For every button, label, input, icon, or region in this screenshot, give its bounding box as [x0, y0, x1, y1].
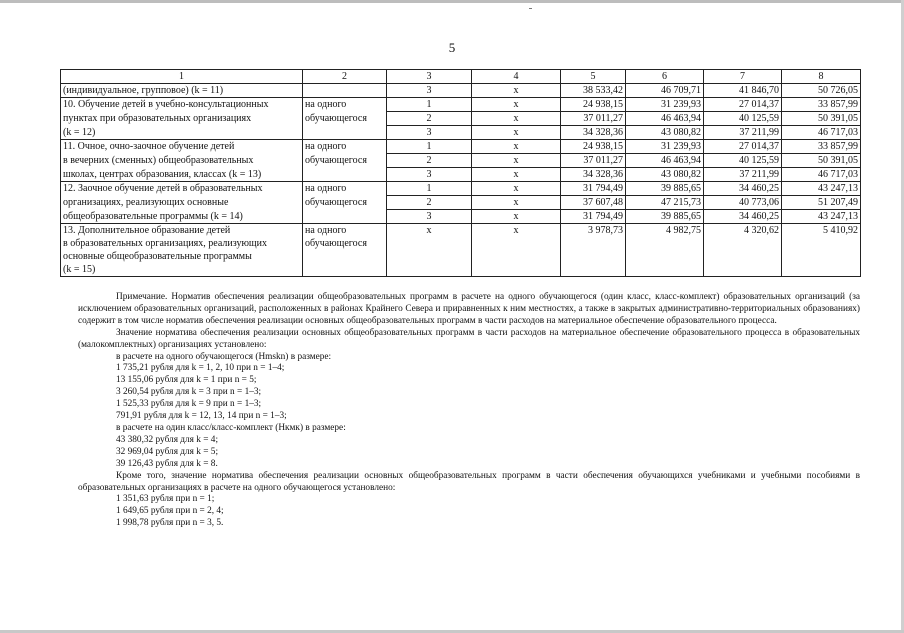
row-unit	[303, 210, 387, 224]
list-item: 1 525,33 рубля для k = 9 при n = 1–3;	[116, 399, 262, 410]
cell-value: 3 978,73	[561, 224, 626, 277]
row-description: (индивидуальное, групповое) (k = 11)	[61, 84, 303, 98]
scan-edge-top	[0, 0, 904, 3]
cell-value: 38 533,42	[561, 84, 626, 98]
cell-x: x	[472, 98, 561, 112]
table-row	[61, 98, 861, 112]
cell-value: 34 460,25	[704, 182, 782, 196]
table-header-row	[61, 70, 861, 84]
cell-value: 33 857,99	[782, 140, 861, 154]
row-description: (k = 12)	[61, 126, 303, 140]
textbooks-paragraph: Кроме того, значение норматива обеспечения реализации основных общеобразовательных программ в части обеспечения обучающихся учебниками и учебными пособиями в образовательных организациях в расчете на одного обучающегося установлено:	[78, 470, 860, 493]
cell-value: 33 857,99	[782, 98, 861, 112]
table-row	[61, 126, 861, 140]
cell-x: x	[472, 140, 561, 154]
row-unit	[303, 224, 387, 277]
col-header: 7	[704, 70, 782, 84]
cell-value: 50 726,05	[782, 84, 861, 98]
per-student-intro: в расчете на одного обучающегося (Hmskn) в размере:	[116, 351, 332, 362]
cell-value: 46 717,03	[782, 126, 861, 140]
cell-value: 37 011,27	[561, 154, 626, 168]
cell-value: 47 215,73	[626, 196, 704, 210]
cell-value: 5 410,92	[782, 224, 861, 277]
cell-value: 40 125,59	[704, 154, 782, 168]
table-row	[61, 168, 861, 182]
cell-n: 1	[387, 98, 472, 112]
col-header: 8	[782, 70, 861, 84]
cell-value: 4 320,62	[704, 224, 782, 277]
per-class-intro: в расчете на один класс/класс-комплект (Нкмк) в размере:	[116, 422, 346, 433]
cell-value: 37 011,27	[561, 112, 626, 126]
cell-value: 43 080,82	[626, 126, 704, 140]
cell-n: 3	[387, 210, 472, 224]
list-item: 39 126,43 рубля для k = 8.	[116, 458, 218, 469]
cell-x: x	[472, 182, 561, 196]
cell-value: 31 239,93	[626, 140, 704, 154]
cell-value: 34 460,25	[704, 210, 782, 224]
col-header: 4	[472, 70, 561, 84]
list-item: 1 351,63 рубля при n = 1;	[116, 494, 215, 505]
list-item: 1 735,21 рубля для k = 1, 2, 10 при n = 1–4;	[116, 363, 285, 374]
row-description: 10. Обучение детей в учебно-консультационных	[61, 98, 303, 112]
cell-value: 27 014,37	[704, 98, 782, 112]
row-unit: обучающегося	[303, 112, 387, 126]
col-header: 2	[303, 70, 387, 84]
cell-value: 46 463,94	[626, 112, 704, 126]
row-description: 11. Очное, очно-заочное обучение детей	[61, 140, 303, 154]
list-item: 43 380,32 рубля для k = 4;	[116, 434, 219, 445]
row-unit	[303, 84, 387, 98]
cell-x: x	[472, 154, 561, 168]
cell-value: 37 211,99	[704, 126, 782, 140]
row-unit: обучающегося	[303, 154, 387, 168]
table-row	[61, 182, 861, 196]
cell-value: 41 846,70	[704, 84, 782, 98]
cell-value: 31 239,93	[626, 98, 704, 112]
list-item: 791,91 рубля для k = 12, 13, 14 при n = 1–3;	[116, 411, 287, 422]
cell-value: 50 391,05	[782, 112, 861, 126]
page-number: 5	[448, 40, 456, 55]
cell-n: 3	[387, 84, 472, 98]
cell-x: x	[472, 210, 561, 224]
cell-n: 1	[387, 182, 472, 196]
row-unit	[303, 168, 387, 182]
table-row	[61, 140, 861, 154]
cell-n: 2	[387, 196, 472, 210]
scan-speck	[529, 8, 532, 9]
desc-line: 13. Дополнительное образование детей	[63, 225, 231, 236]
cell-value: 31 794,49	[561, 182, 626, 196]
row-description: общеобразовательные программы (k = 14)	[61, 210, 303, 224]
cell-value: 43 247,13	[782, 210, 861, 224]
row-unit: на одного	[303, 140, 387, 154]
col-header: 5	[561, 70, 626, 84]
cell-value: 51 207,49	[782, 196, 861, 210]
desc-line: (k = 15)	[63, 264, 96, 275]
cell-value: 31 794,49	[561, 210, 626, 224]
row-description: школах, центрах образования, классах (k = 13)	[61, 168, 303, 182]
row-unit: обучающегося	[303, 196, 387, 210]
cell-n: 3	[387, 168, 472, 182]
cell-value: 46 463,94	[626, 154, 704, 168]
desc-line: основные общеобразовательные программы	[63, 251, 252, 262]
cell-value: 24 938,15	[561, 140, 626, 154]
row-description	[61, 224, 303, 277]
cell-x: x	[472, 112, 561, 126]
row-description: организациях, реализующих основные	[61, 196, 303, 210]
norm-paragraph: Значение норматива обеспечения реализации основных общеобразовательных программ в части расходов на материальное обеспечение образовательного процесса в образовательных (малокомплектных) организациях установлено:	[78, 327, 860, 350]
list-item: 1 649,65 рубля при n = 2, 4;	[116, 506, 224, 517]
cell-value: 37 211,99	[704, 168, 782, 182]
list-item: 13 155,06 рубля для k = 1 при n = 5;	[116, 375, 257, 386]
row-description: 12. Заочное обучение детей в образовательных	[61, 182, 303, 196]
row-description: в вечерних (сменных) общеобразовательных	[61, 154, 303, 168]
note-paragraph: Примечание. Норматив обеспечения реализации общеобразовательных программ в расчете на одного обучающегося (один класс, класс-комплект) образовательных организаций (за исключением образовательных организаций, расположенных в районах Крайнего Севера и приравненных к ним местностях, а также в закрытых административно-территориальных образованиях) содержит в том числе норматив обеспечения реализации основных общеобразовательных программ в части расходов на материальное обеспечение образовательного процесса.	[78, 292, 860, 326]
cell-value: 24 938,15	[561, 98, 626, 112]
cell-value: 40 773,06	[704, 196, 782, 210]
cell-value: 27 014,37	[704, 140, 782, 154]
cell-x: x	[387, 224, 472, 277]
row-unit	[303, 126, 387, 140]
table-row	[61, 210, 861, 224]
table-row	[61, 154, 861, 168]
cell-n: 2	[387, 154, 472, 168]
cell-n: 3	[387, 126, 472, 140]
cell-value: 46 709,71	[626, 84, 704, 98]
cell-value: 39 885,65	[626, 210, 704, 224]
cell-value: 39 885,65	[626, 182, 704, 196]
cell-value: 43 080,82	[626, 168, 704, 182]
table-row	[61, 196, 861, 210]
cell-value: 37 607,48	[561, 196, 626, 210]
cell-x: x	[472, 126, 561, 140]
row-unit: на одного	[303, 98, 387, 112]
row-unit: на одного	[303, 182, 387, 196]
cell-x: x	[472, 224, 561, 277]
cell-x: x	[472, 168, 561, 182]
cell-value: 34 328,36	[561, 126, 626, 140]
cell-value: 50 391,05	[782, 154, 861, 168]
unit-line: обучающегося	[305, 238, 367, 249]
col-header: 3	[387, 70, 472, 84]
cell-n: 2	[387, 112, 472, 126]
cell-x: x	[472, 196, 561, 210]
cell-value: 34 328,36	[561, 168, 626, 182]
table-row	[61, 224, 861, 277]
unit-line: на одного	[305, 225, 347, 236]
row-description: пунктах при образовательных организациях	[61, 112, 303, 126]
cell-value: 46 717,03	[782, 168, 861, 182]
norms-table	[60, 69, 861, 277]
list-item: 32 969,04 рубля для k = 5;	[116, 446, 219, 457]
cell-n: 1	[387, 140, 472, 154]
notes-section	[78, 292, 860, 530]
cell-value: 40 125,59	[704, 112, 782, 126]
list-item: 1 998,78 рубля при n = 3, 5.	[116, 518, 224, 529]
cell-x: x	[472, 84, 561, 98]
desc-line: в образовательных организациях, реализующих	[63, 238, 267, 249]
list-item: 3 260,54 рубля для k = 3 при n = 1–3;	[116, 387, 262, 398]
table-row	[61, 112, 861, 126]
cell-value: 4 982,75	[626, 224, 704, 277]
col-header: 1	[61, 70, 303, 84]
cell-value: 43 247,13	[782, 182, 861, 196]
table-row	[61, 84, 861, 98]
col-header: 6	[626, 70, 704, 84]
